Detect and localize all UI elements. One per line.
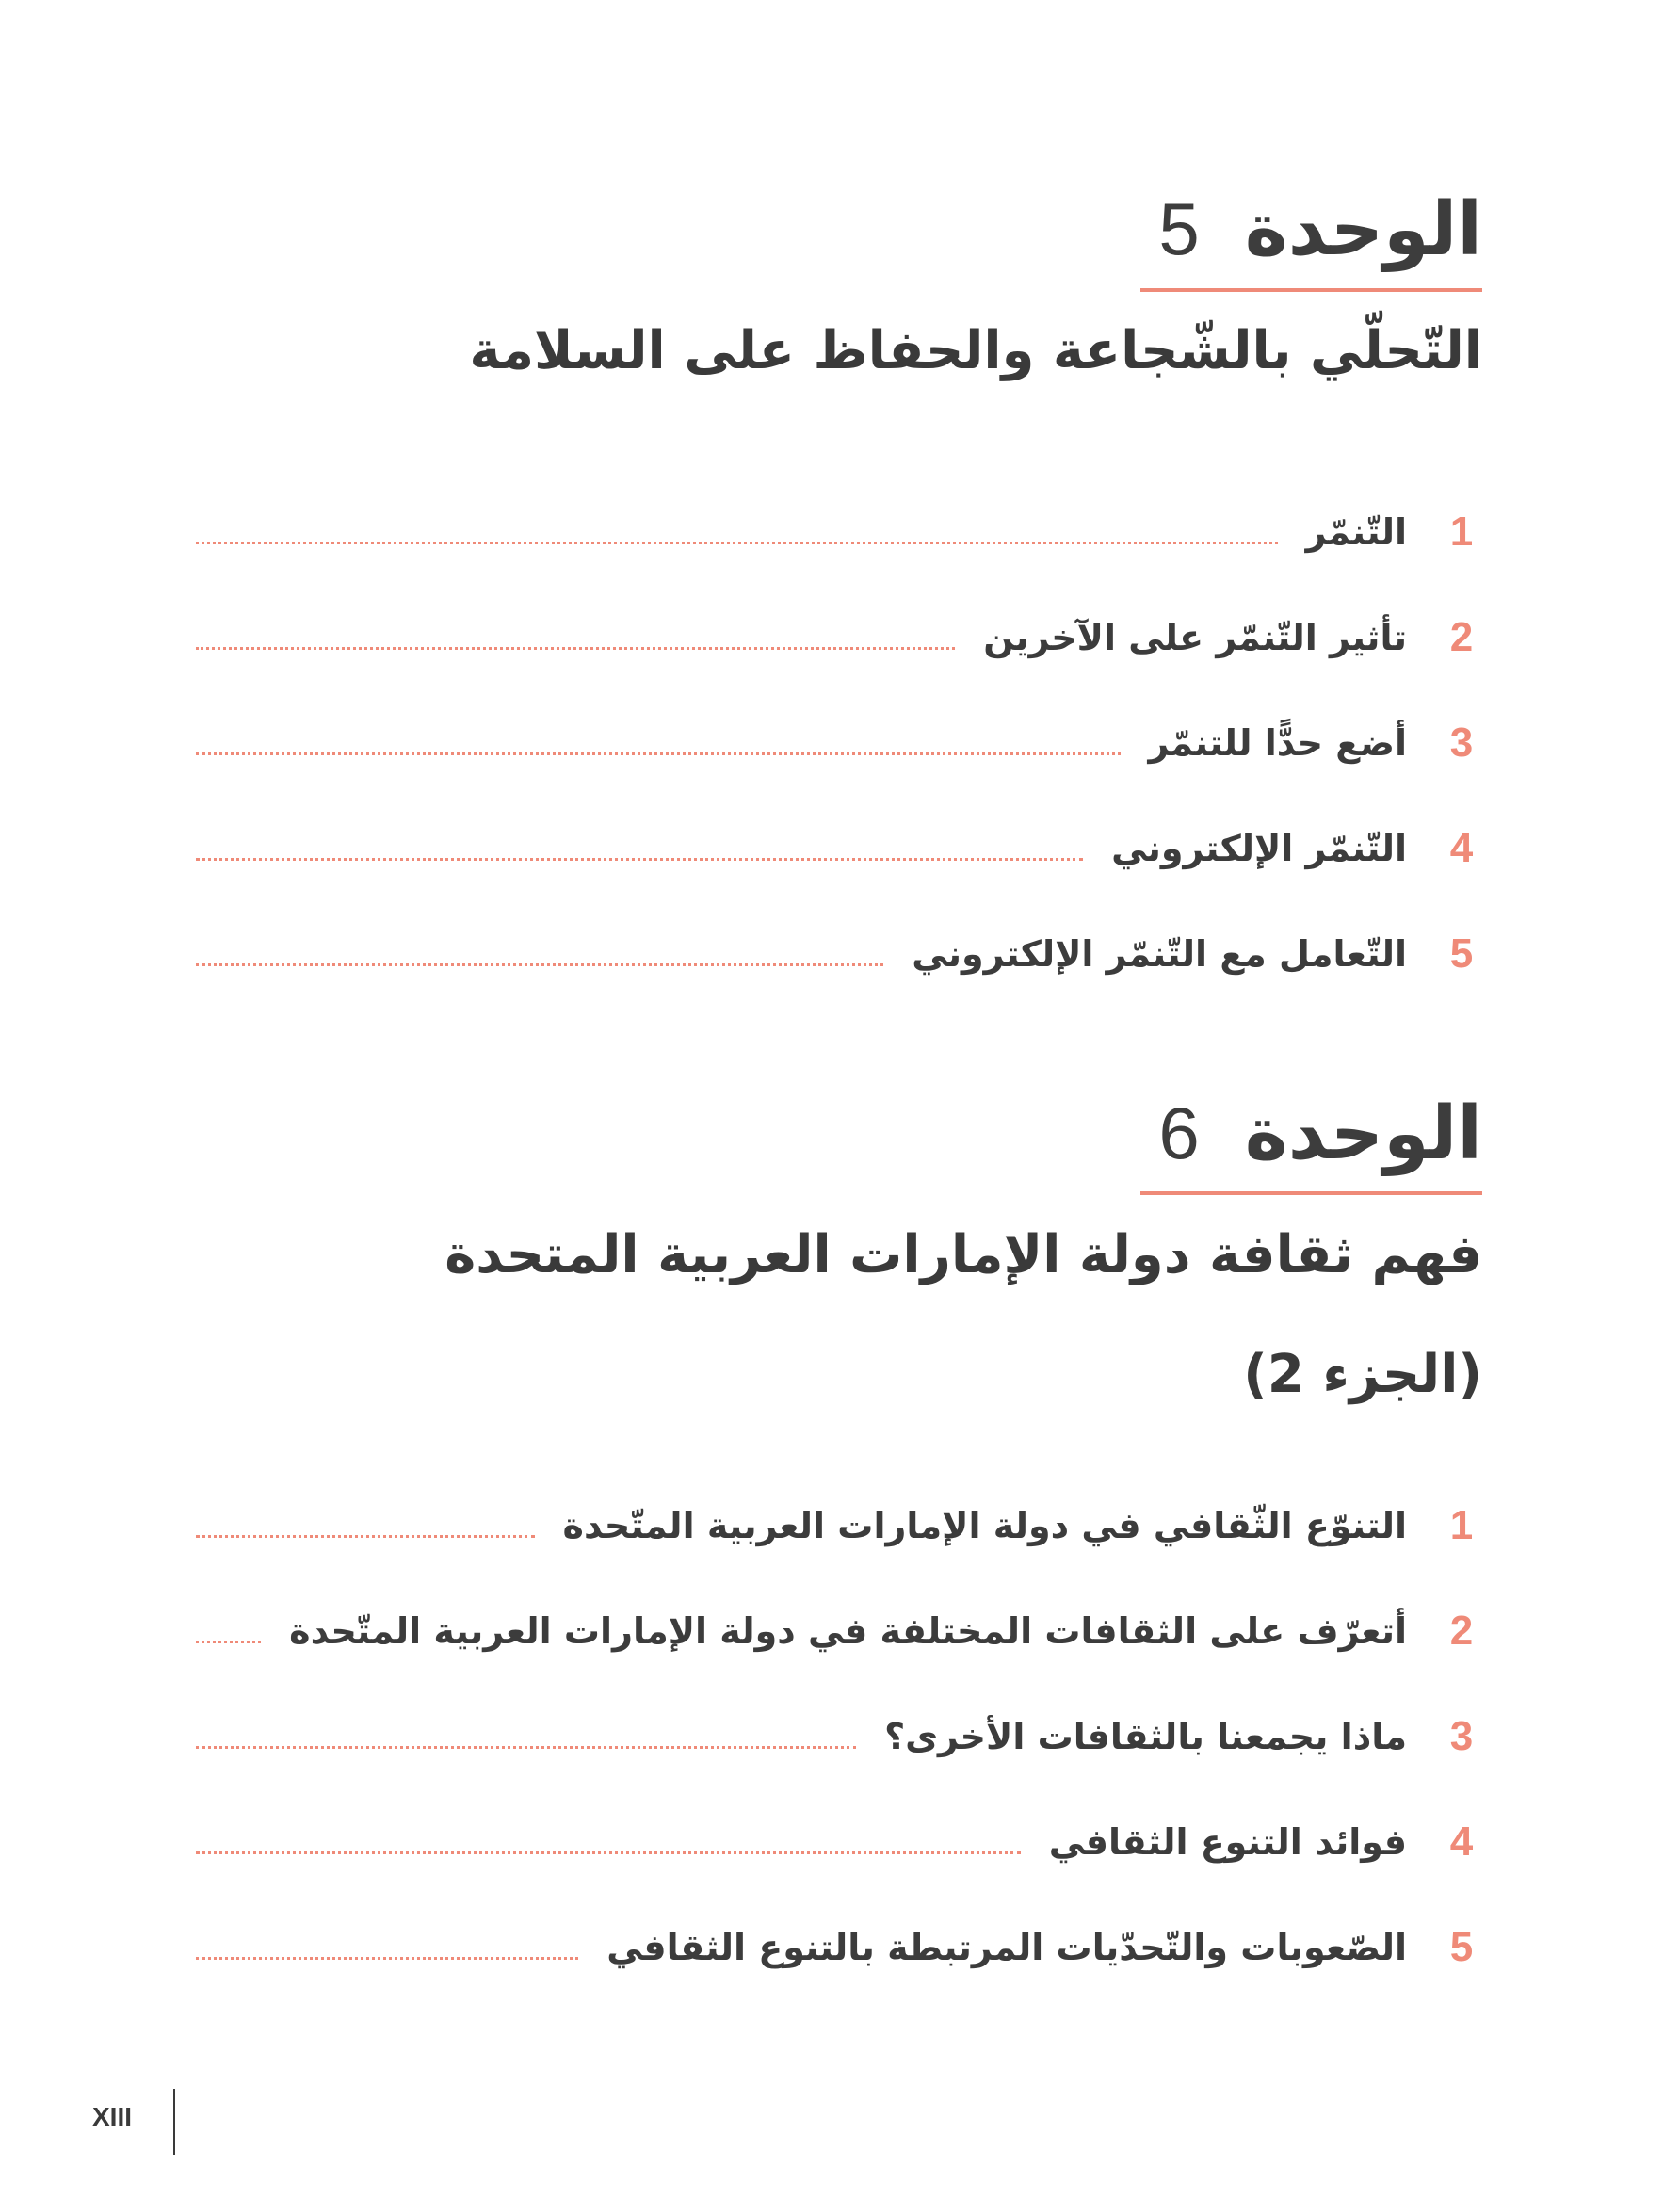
toc-entry[interactable] — [196, 1708, 1484, 1765]
lesson-title: الصّعوبات والتّحدّيات المرتبطة بالتنوع الثقافي — [606, 1927, 1407, 1968]
toc-entry[interactable] — [196, 715, 1484, 771]
lesson-title: تأثير التّنمّر على الآخرين — [983, 617, 1407, 658]
lesson-number: 4 — [1449, 1819, 1474, 1865]
page-divider — [173, 2089, 175, 2155]
lesson-title: فوائد التنوع الثقافي — [1048, 1821, 1407, 1863]
lesson-number: 5 — [1449, 1924, 1474, 1970]
unit-5-accent-rule — [1140, 288, 1482, 292]
lesson-number: 3 — [1449, 1713, 1474, 1759]
toc-entry[interactable] — [196, 504, 1484, 560]
toc-entry[interactable] — [196, 1919, 1484, 1976]
dot-leader — [196, 1746, 856, 1749]
dot-leader — [196, 1535, 535, 1538]
lesson-title: التنوّع الثّقافي في دولة الإمارات العربية المتّحدة — [562, 1505, 1407, 1546]
unit-5-title: التّحلّي بالشّجاعة والحفاظ على السلامة — [469, 320, 1482, 381]
unit-6-heading — [1158, 1088, 1482, 1179]
unit-6-accent-rule — [1140, 1191, 1482, 1195]
lesson-number: 2 — [1449, 614, 1474, 660]
dot-leader — [196, 1641, 261, 1643]
unit-6-subtitle: (الجزء 2) — [1243, 1344, 1482, 1405]
lesson-number: 2 — [1449, 1608, 1474, 1654]
lesson-title: التّعامل مع التّنمّر الإلكتروني — [912, 933, 1407, 975]
lesson-number: 5 — [1449, 930, 1474, 977]
toc-entry[interactable] — [196, 820, 1484, 877]
dot-leader — [196, 647, 955, 650]
lesson-number: 1 — [1449, 509, 1474, 555]
toc-entry[interactable] — [196, 926, 1484, 982]
toc-entry[interactable] — [196, 609, 1484, 666]
lesson-number: 3 — [1449, 720, 1474, 766]
unit-5-number: 5 — [1158, 187, 1203, 270]
lesson-number: 4 — [1449, 825, 1474, 871]
dot-leader — [196, 542, 1278, 544]
unit-6-title: فهم ثقافة دولة الإمارات العربية المتحدة — [444, 1224, 1482, 1285]
toc-entry[interactable] — [196, 1497, 1484, 1554]
toc-entry[interactable] — [196, 1603, 1484, 1659]
dot-leader — [196, 752, 1121, 755]
toc-entry[interactable] — [196, 1814, 1484, 1870]
unit-6-header — [1158, 1088, 1482, 1179]
unit-5-heading — [1158, 184, 1482, 275]
dot-leader — [196, 1851, 1021, 1854]
page-number: XIII — [92, 2102, 133, 2131]
lesson-title: ماذا يجمعنا بالثقافات الأخرى؟ — [884, 1716, 1407, 1757]
lesson-title: التّنمّر الإلكتروني — [1111, 828, 1407, 869]
unit-5-header — [1158, 184, 1482, 275]
lesson-number: 1 — [1449, 1502, 1474, 1548]
unit-5-heading-word: الوحدة — [1244, 187, 1482, 272]
unit-6-heading-word: الوحدة — [1244, 1091, 1482, 1176]
lesson-title: أضع حدًّا للتنمّر — [1148, 722, 1407, 764]
dot-leader — [196, 1957, 578, 1960]
lesson-title: التّنمّر — [1305, 511, 1407, 553]
unit-6-number: 6 — [1158, 1091, 1203, 1174]
dot-leader — [196, 963, 883, 966]
lesson-title: أتعرّف على الثقافات المختلفة في دولة الإمارات العربية المتّحدة — [289, 1610, 1407, 1652]
dot-leader — [196, 858, 1083, 861]
